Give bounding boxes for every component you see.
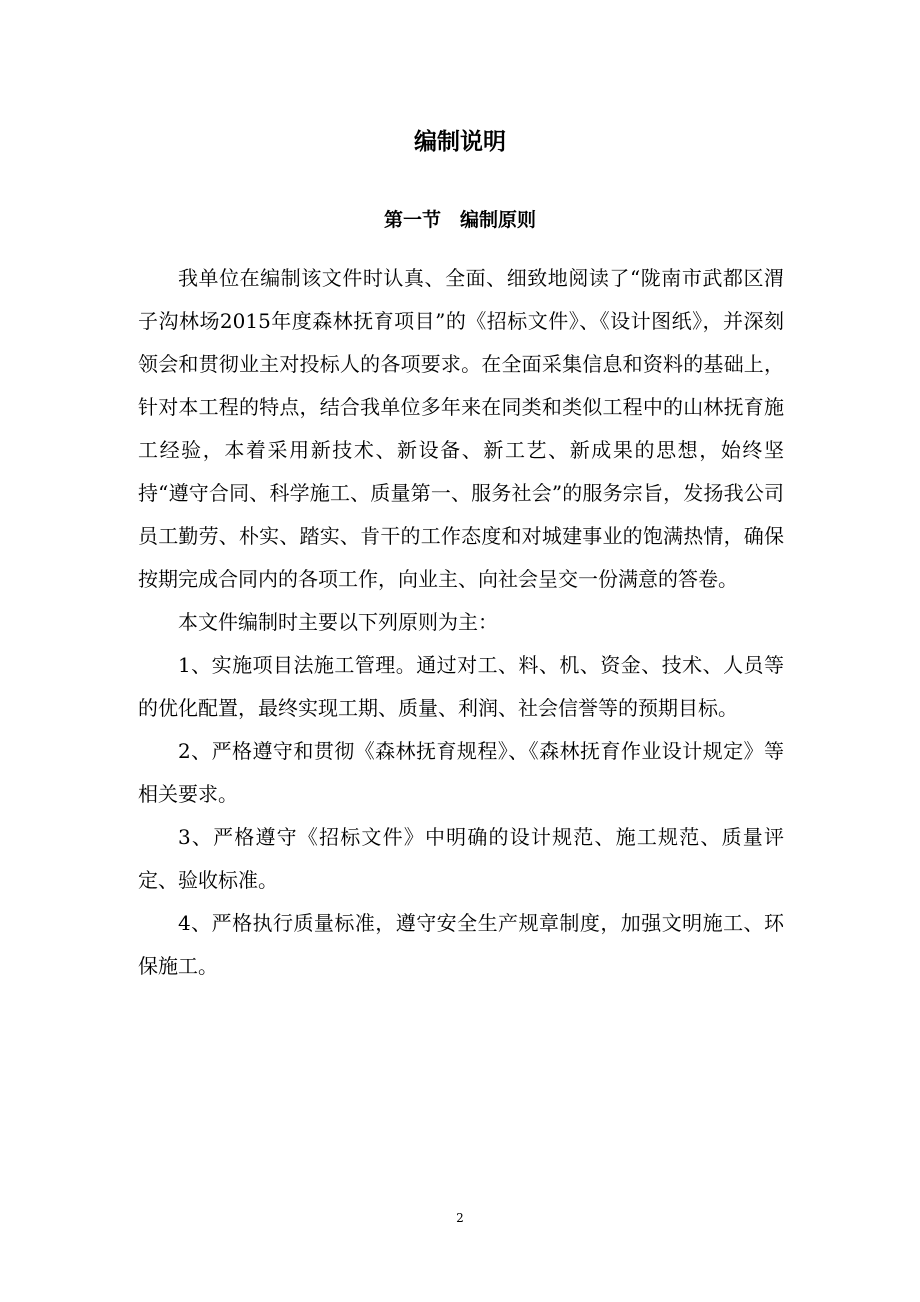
page-number: 2 — [456, 1211, 464, 1225]
paragraph-principles-lead: 本文件编制时主要以下列原则为主： — [178, 610, 498, 634]
section-title: 第一节 编制原则 — [383, 209, 536, 231]
paragraph-intro: 我单位在编制该文件时认真、全面、细致地阅读了“陇南市武都区渭子沟林场2015年度森林抚育项目”的《招标文件》、《设计图纸》，并深刻领会和贯彻业主对投标人的各项要求。在全面采集信息和资料的基础上，针对本工程的特点，结合我单位多年来在同类和类似工程中的山林抚育施工经验，本着采用新技术、新设备、新工艺、新成果的思想，始终坚持“遵守合同、科学施工、质量第一、服务社会”的服务宗旨，发扬我公司员工勤劳、朴实、踏实、肯干的工作态度和对城建事业的饱满热情，确保按期完成合同内的各项工作，向业主、向社会呈交一份满意的答卷。 — [138, 266, 784, 591]
paragraph-principle-2: 2、严格遵守和贯彻《森林抚育规程》、《森林抚育作业设计规定》等相关要求。 — [138, 739, 784, 806]
document-body — [138, 257, 784, 988]
paragraph-principle-1: 1、实施项目法施工管理。通过对工、料、机、资金、技术、人员等的优化配置，最终实现工期、质量、利润、社会信誉等的预期目标。 — [138, 653, 784, 720]
paragraph-principle-4: 4、严格执行质量标准，遵守安全生产规章制度，加强文明施工、环保施工。 — [138, 911, 784, 978]
paragraph-principle-3: 3、严格遵守《招标文件》中明确的设计规范、施工规范、质量评定、验收标准。 — [138, 825, 784, 892]
document-title: 编制说明 — [414, 129, 506, 155]
